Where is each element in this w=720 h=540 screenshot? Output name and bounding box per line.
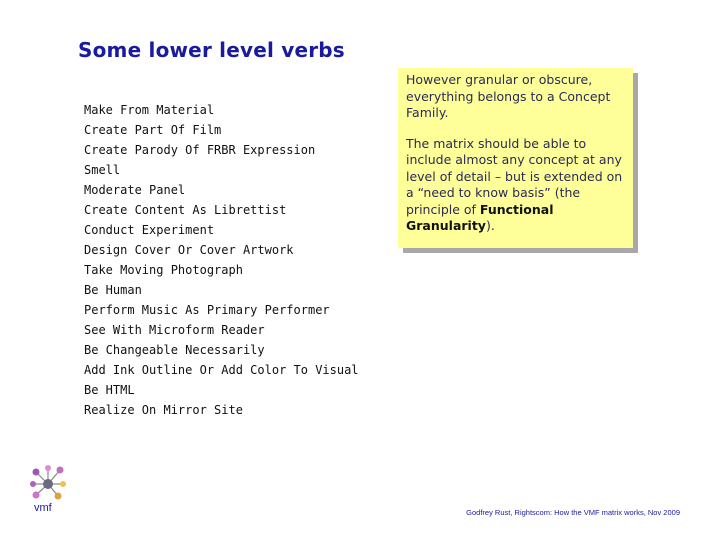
- note-paragraph-1: However granular or obscure, everything belongs to a Concept Family.: [406, 72, 611, 120]
- verb-item: Create Part Of Film: [84, 123, 222, 137]
- callout-note: [398, 68, 633, 248]
- verb-item: Make From Material: [84, 103, 215, 117]
- slide-title: Some lower level verbs: [78, 38, 345, 62]
- verb-item: Perform Music As Primary Performer: [84, 303, 330, 317]
- note-text: The matrix should be able to include almost any concept at any level of detail – but is extended on a “need to know basis” (the principle of: [406, 135, 623, 217]
- note-text-end: ).: [485, 218, 495, 233]
- note-paragraph-2: [406, 136, 627, 235]
- verb-item: See With Microform Reader: [84, 323, 265, 337]
- verb-item: Moderate Panel: [84, 183, 186, 197]
- verb-item: Realize On Mirror Site: [84, 403, 243, 417]
- verb-item: Smell: [84, 163, 121, 177]
- verb-item: Create Parody Of FRBR Expression: [84, 143, 316, 157]
- verb-item: Be Human: [84, 283, 142, 297]
- verb-item: Create Content As Librettist: [84, 203, 287, 217]
- verb-list: [84, 102, 384, 422]
- vmf-logo-icon: [28, 464, 68, 504]
- verb-item: Take Moving Photograph: [84, 263, 243, 277]
- logo-text: vmf: [34, 502, 52, 514]
- verb-item: Add Ink Outline Or Add Color To Visual: [84, 363, 359, 377]
- verb-item: Be Changeable Necessarily: [84, 343, 265, 357]
- verb-item: Conduct Experiment: [84, 223, 215, 237]
- verb-item: Design Cover Or Cover Artwork: [84, 243, 294, 257]
- footer-credit: Godfrey Rust, Rightscom: How the VMF matrix works, Nov 2009: [466, 508, 680, 517]
- verb-item: Be HTML: [84, 383, 135, 397]
- note-bold-term: Functional Granularity: [406, 201, 554, 233]
